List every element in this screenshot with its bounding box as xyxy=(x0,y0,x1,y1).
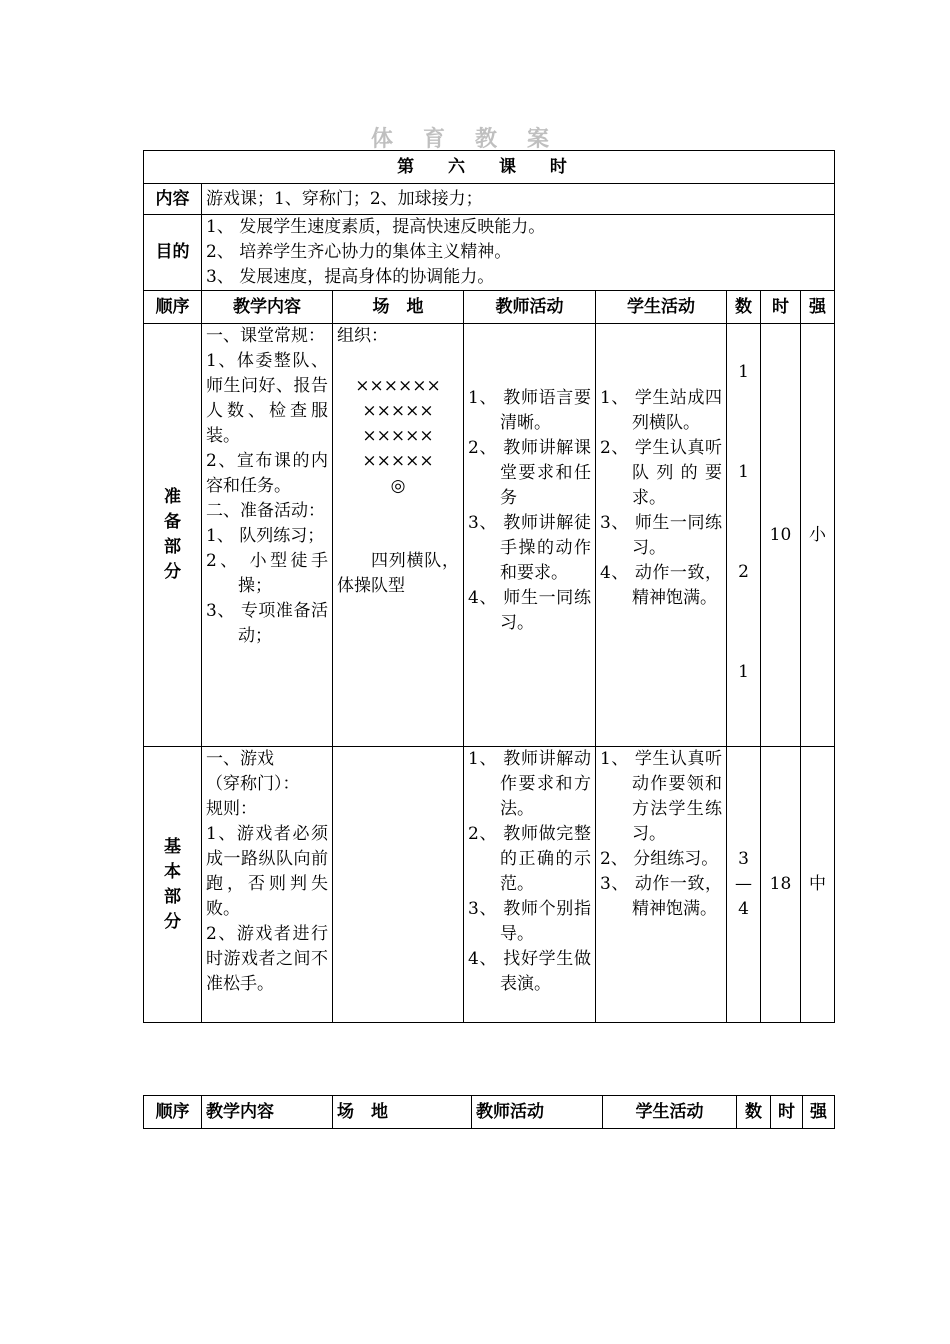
header-row xyxy=(144,291,835,324)
student-activities xyxy=(596,324,727,747)
teacher-activities xyxy=(464,747,596,1023)
content-item: 3、 专项准备活动； xyxy=(206,601,328,646)
teacher-activities xyxy=(464,324,596,747)
content-text: 游戏课；1、穿称门；2、加球接力； xyxy=(202,184,835,215)
count-value: 1 xyxy=(738,362,749,382)
count-value: 2 xyxy=(738,562,749,582)
section-content-text: 一、游戏 （穿称门）： 规则： 1、游戏者必须成一路纵队向前跑，否则判失败。 2、游戏者进行时游戏者之间不准松手。 xyxy=(206,749,328,994)
venue-note: 四列横队，体操队型 xyxy=(337,551,459,596)
formation-row: ××××× xyxy=(362,426,434,446)
section-name: 基本部分 xyxy=(164,836,181,932)
formation-row: ××××× xyxy=(362,401,434,421)
formation-row: ×××××× xyxy=(355,376,441,396)
student-item: 2、 分组练习。 xyxy=(600,849,719,869)
header-intensity: 强 xyxy=(801,291,835,324)
header-time: 时 xyxy=(761,291,801,324)
content-label: 内容 xyxy=(144,184,202,215)
teacher-item: 1、 教师语言要清晰。 xyxy=(468,388,591,433)
header-count: 数 xyxy=(737,1096,771,1129)
teacher-item: 4、 找好学生做表演。 xyxy=(468,949,591,994)
header-student: 学生活动 xyxy=(596,291,727,324)
content-item: 2、 小型徒手操； xyxy=(206,551,328,596)
content-item: 1、 队列练习； xyxy=(206,526,325,546)
section-name-cell xyxy=(144,747,202,1023)
student-item: 3、 师生一同练习。 xyxy=(600,513,722,558)
student-item: 1、 学生认真听动作要领和方法学生练习。 xyxy=(600,749,722,844)
header-content: 教学内容 xyxy=(202,291,333,324)
count-value: 1 xyxy=(738,662,749,682)
section-content xyxy=(202,747,333,1023)
header-content: 教学内容 xyxy=(202,1096,333,1129)
watermark-title: 体育教案 xyxy=(370,126,579,152)
purpose-item: 3、 发展速度，提高身体的协调能力。 xyxy=(206,267,495,287)
lesson-table xyxy=(143,150,835,1023)
section-content-text: 一、课堂常规： 1、体委整队、师生问好、报告人数、检查服装。 2、宣布课的内容和任务。 二、准备活动： xyxy=(206,326,328,521)
section-name-cell xyxy=(144,324,202,747)
header-venue: 场 地 xyxy=(333,291,464,324)
teacher-item: 2、 教师做完整的正确的示范。 xyxy=(468,824,591,894)
venue-cell xyxy=(333,747,464,1023)
teacher-mark: ◎ xyxy=(390,476,406,496)
teacher-item: 2、 教师讲解课堂要求和任务 xyxy=(468,438,591,508)
section-content xyxy=(202,324,333,747)
section-name: 准备部分 xyxy=(164,487,181,582)
time-cell: 10 xyxy=(761,324,801,747)
header-student: 学生活动 xyxy=(603,1096,737,1129)
lesson-title: 第 六 课 时 xyxy=(144,151,835,184)
purpose-cell xyxy=(202,215,835,291)
header-teacher: 教师活动 xyxy=(472,1096,603,1129)
count-value: 1 xyxy=(738,462,749,482)
formation-row: ××××× xyxy=(362,451,434,471)
header-row xyxy=(144,1096,835,1129)
intensity-cell: 中 xyxy=(801,747,835,1023)
section-row-basic xyxy=(144,747,835,1023)
count-cell xyxy=(727,324,761,747)
header-teacher: 教师活动 xyxy=(464,291,596,324)
student-item: 1、 学生站成四列横队。 xyxy=(600,388,722,433)
teacher-item: 1、 教师讲解动作要求和方法。 xyxy=(468,749,591,819)
venue-cell xyxy=(333,324,464,747)
count-value: 3—4 xyxy=(735,849,752,919)
header-count: 数 xyxy=(727,291,761,324)
student-item: 2、 学生认真听队列的要求。 xyxy=(600,438,722,508)
purpose-label: 目的 xyxy=(144,215,202,291)
purpose-item: 2、 培养学生齐心协力的集体主义精神。 xyxy=(206,242,512,262)
header-intensity: 强 xyxy=(803,1096,835,1129)
student-item: 4、 动作一致，精神饱满。 xyxy=(600,563,722,608)
teacher-item: 3、 教师个别指导。 xyxy=(468,899,591,944)
section-row-prep xyxy=(144,324,835,747)
header-venue: 场 地 xyxy=(333,1096,472,1129)
teacher-item: 3、 教师讲解徒手操的动作和要求。 xyxy=(468,513,591,583)
header-time: 时 xyxy=(771,1096,803,1129)
student-activities xyxy=(596,747,727,1023)
student-item: 3、 动作一致，精神饱满。 xyxy=(600,874,722,919)
header-order: 顺序 xyxy=(144,1096,202,1129)
teacher-item: 4、 师生一同练习。 xyxy=(468,588,591,633)
continuation-table xyxy=(143,1095,835,1129)
time-cell: 18 xyxy=(761,747,801,1023)
intensity-cell: 小 xyxy=(801,324,835,747)
count-cell xyxy=(727,747,761,1023)
purpose-item: 1、 发展学生速度素质，提高快速反映能力。 xyxy=(206,217,546,237)
header-order: 顺序 xyxy=(144,291,202,324)
venue-label: 组织： xyxy=(337,326,388,346)
